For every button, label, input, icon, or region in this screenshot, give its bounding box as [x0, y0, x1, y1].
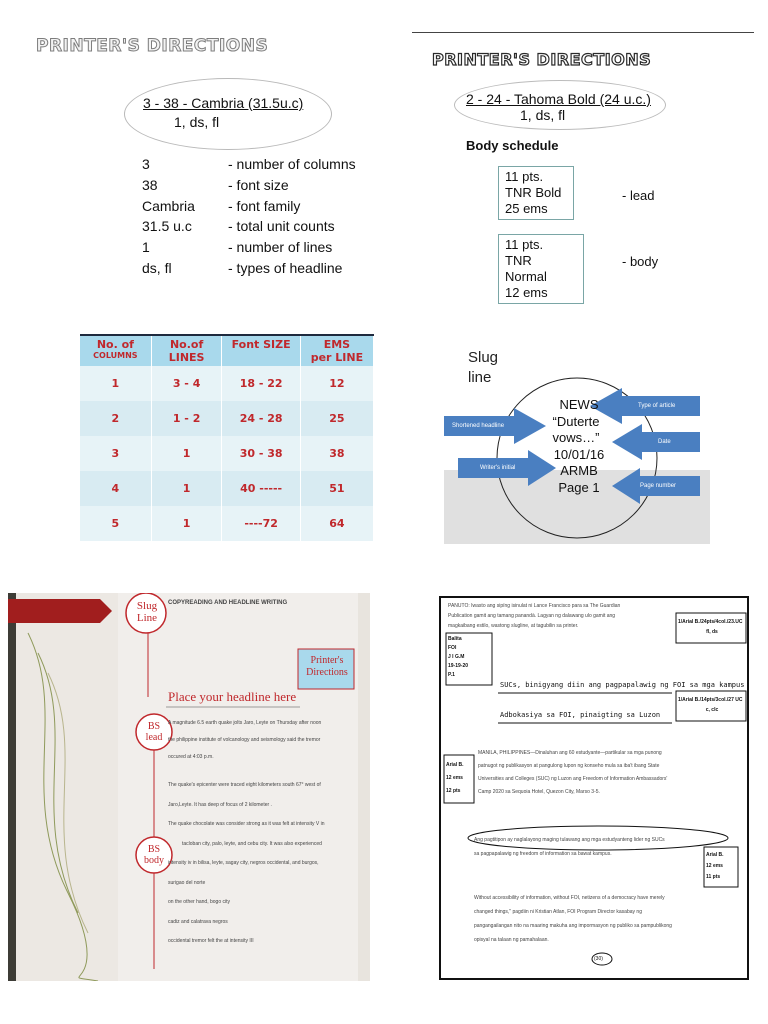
slug-line-label: Slug Line — [136, 600, 158, 624]
label-page-number: Page number — [640, 483, 677, 489]
worksheet-instructions: PANUTO: Iwasto ang sipíng isinulat ni Lance Francisco para sa The Guardian Publication gamit ang tamang panandà. Lagyan ng dalawang ulo gamit ang magkaibang estilo, wastong slugline, at tagubilin sa printer. — [448, 603, 621, 629]
bs-lead-label: BS lead — [145, 721, 163, 743]
definition-row: 31.5 u.c - total unit counts — [142, 218, 335, 235]
printers-directions-2: 1/Arial B./14pts/3col./27 UC c, clc — [678, 697, 743, 713]
slide-heading: COPYREADING AND HEADLINE WRITING — [168, 600, 288, 606]
headline-size-table — [80, 336, 374, 541]
headline-1: SUCs, binigyang diin ang pagpapalawig ng FOI sa mga kampus — [500, 681, 745, 689]
col-header-font-size: Font SIZE — [222, 336, 300, 366]
table-row: 5 1 ----72 64 — [80, 506, 374, 541]
definition-row: 3 - number of columns — [142, 156, 356, 172]
bs-body-label: BS body — [144, 844, 164, 866]
paragraph-2: Ang pagtitipon ay naglalayong maging tulawang ang mga estudyanteng lider ng SUCs sa pagpapalawig ng freedom of information sa bawat kampus. — [474, 837, 665, 857]
example1-line1: 3 - 38 - Cambria (31.5u.c) — [143, 95, 304, 111]
slug-line-diagram — [444, 340, 710, 544]
table-row: 4 1 40 ----- 51 — [80, 471, 374, 506]
headline-placeholder: Place your headline here — [168, 689, 297, 704]
body-spec-box: 11 pts. TNR Normal 12 ems — [498, 234, 584, 304]
lead-marker: Arial B. 12 ems 12 pts — [446, 762, 464, 794]
col-header-ems: EMS per LINE — [300, 336, 373, 366]
top-rule — [412, 32, 754, 33]
body-paragraph: The quake's epicenter were traced eight kilometers south 67° west of Jaro,Leyte. It has deep of focus of 2 kilometer . The quake chocolate was consider strong as it was felt at intensity V in tacloban city, palo, leyte, and cebu city. It was also experienced intensity iv in bilisa, leyte, sagay city, negros occidental, and burgos, surigao del norte on the other hand, bogo city cadiz and calatrava negros occidental tremor felt the at intensity III — [168, 782, 325, 944]
lead-paragraph: A magnitude 6.5 earth quake jolts Jaro, Leyte on Thursday after noon the philippine institute of volcanology and seismology said the tremor occured at 4:03 p.m. — [168, 720, 322, 760]
table-row: 1 3 - 4 18 - 22 12 — [80, 366, 374, 401]
slug-line-title: Slug line — [468, 349, 499, 386]
definition-row: Cambria - font family — [142, 197, 301, 214]
example1-line2: 1, ds, fl — [174, 114, 220, 130]
copyreading-slide-screenshot — [8, 593, 370, 981]
table-header-row — [80, 336, 374, 366]
col-header-columns: No. of COLUMNS — [80, 336, 151, 366]
label-type-of-article: Type of article — [638, 403, 676, 409]
copyread-worksheet-screenshot — [438, 593, 754, 981]
col-header-lines: No.of LINES — [151, 336, 222, 366]
printers-directions-1: 1/Arial B./24pts/4col./23.UC fl, ds — [678, 619, 743, 635]
headline-2: Adbokasiya sa FOI, pinaigting sa Luzon — [500, 711, 661, 719]
definition-row: 38 - font size — [142, 176, 289, 193]
example2-line2: 1, ds, fl — [520, 107, 566, 123]
right-printers-directions-title: PRINTER'S DIRECTIONS — [432, 50, 652, 69]
example2-line1: 2 - 24 - Tahoma Bold (24 u.c.) — [466, 91, 651, 107]
slugline-box: Balita FOI J I G.M 19-19-20 P.1 — [448, 636, 469, 678]
arrow-date — [612, 424, 700, 460]
label-shortened-headline: Shortened headline — [452, 423, 505, 429]
slug-content: NEWS “Duterte vows…” 10/01/16 ARMB Page 1 — [552, 397, 605, 495]
label-writer-initial: Writer's initial — [480, 465, 516, 471]
left-printers-directions-title: PRINTER'S DIRECTIONS — [36, 36, 269, 56]
table-row: 2 1 - 2 24 - 28 25 — [80, 401, 374, 436]
label-date: Date — [658, 439, 671, 445]
body-marker: Arial B. 12 ems 11 pts — [706, 852, 724, 880]
definition-row: ds, fl - types of headline — [142, 259, 343, 276]
body-schedule-title: Body schedule — [466, 138, 559, 153]
table-row: 3 1 30 - 38 38 — [80, 436, 374, 471]
definition-row: 1 - number of lines — [142, 239, 333, 256]
body-label: - body — [622, 254, 659, 269]
printers-directions-box: Printer's Directions — [306, 655, 348, 678]
example1-ellipse — [124, 78, 332, 150]
paragraph-3: Without accessibility of information, without FOI, netizens of a democracy have merely changed things," pagdiin ni Kristian Atlan, FOI Program Director kasabay ng pangangailangan nito na maaring makuha ang impormasyon ng publiko sa pampublikong opisyal na talaan ng pamahalaan. — [474, 895, 672, 943]
lead-label: - lead — [622, 188, 655, 203]
end-mark: (30) — [594, 956, 603, 962]
lead-paragraph-worksheet: MANILA, PHILIPPINES—Dinaluhan ang 60 estudyante—partikular sa mga punong patnugot ng publikasyon at pangulong lupon ng konseho mula sa iba't ibang State Universities and Colleges (SUC) ng Luzon ang Freedom of Information Ambassadors' Camp 2020 sa Sequoia Hotel, Quezon City, Marso 3-5. — [478, 750, 668, 795]
definitions-list — [142, 154, 356, 279]
lead-spec-box: 11 pts. TNR Bold 25 ems — [498, 166, 574, 220]
